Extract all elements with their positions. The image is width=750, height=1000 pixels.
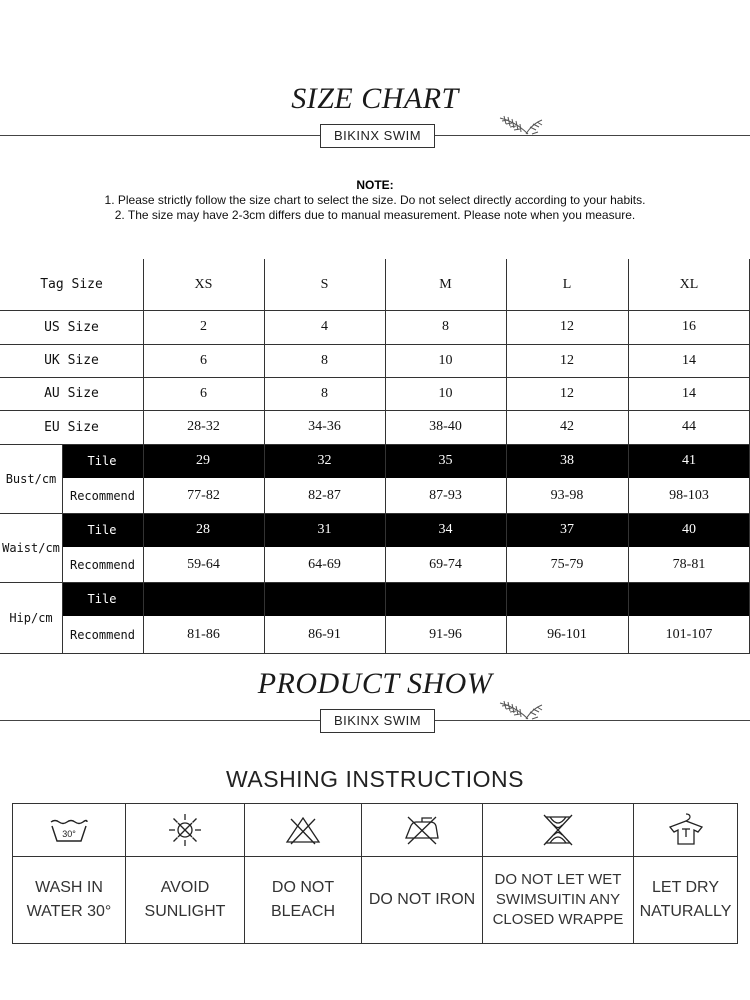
hip-recommend-l: 96-101	[547, 626, 587, 642]
eu-size-value: 38-40	[429, 419, 462, 434]
tile-label: Tile	[87, 523, 117, 537]
uk-size-label: UK Size	[44, 353, 99, 368]
recommend-label: Recommend	[69, 627, 136, 642]
bust-recommend-l: 93-98	[550, 487, 584, 503]
do-not-iron-icon	[402, 814, 442, 846]
us-size-value: 4	[321, 319, 328, 334]
us-size-value: 16	[682, 319, 696, 334]
uk-size-value: 10	[438, 352, 453, 368]
washing-instructions-table	[12, 803, 738, 944]
size-chart-brand-label: BIKINX SWIM	[320, 124, 435, 148]
bust-tile-s: 32	[317, 453, 332, 468]
waist-recommend-l: 75-79	[550, 556, 584, 572]
bust-tile-l: 38	[560, 453, 574, 468]
bust-recommend-m: 87-93	[429, 487, 462, 503]
washing-instructions-title: WASHING INSTRUCTIONS	[226, 766, 524, 792]
hip-recommend-s: 86-91	[308, 626, 341, 642]
tag-size-label: Tag Size	[40, 277, 103, 292]
bust-recommend-xs: 77-82	[187, 487, 220, 503]
bust-tile-xl: 41	[682, 453, 696, 468]
waist-tile-l: 37	[560, 522, 574, 537]
waist-recommend-xl: 78-81	[672, 556, 706, 572]
eu-size-value: 28-32	[187, 419, 220, 434]
us-size-value: 2	[200, 319, 207, 334]
au-size-value: 6	[200, 385, 207, 401]
au-size-value: 10	[438, 385, 453, 401]
uk-size-value: 12	[560, 352, 574, 368]
closed-wrapper-warning-label: DO NOT LET WET SWIMSUITIN ANY CLOSED WRAPPE	[492, 871, 624, 928]
do-not-bleach-label: DO NOT BLEACH	[270, 879, 336, 920]
bust-label: Bust/cm	[5, 471, 57, 486]
au-size-value: 8	[321, 385, 328, 401]
recommend-label: Recommend	[69, 557, 136, 572]
size-chart-table	[0, 259, 750, 654]
bust-tile-xs: 29	[196, 453, 210, 468]
bust-tile-m: 35	[438, 453, 453, 468]
do-not-iron-label: DO NOT IRON	[368, 891, 476, 908]
us-size-value: 12	[560, 319, 574, 334]
avoid-sunlight-label: AVOID SUNLIGHT	[144, 879, 226, 920]
bust-recommend-xl: 98-103	[669, 487, 709, 503]
hip-tile-band	[62, 582, 750, 616]
let-dry-naturally-label: LET DRY NATURALLY	[639, 879, 732, 920]
uk-size-value: 14	[682, 352, 696, 368]
uk-size-value: 8	[321, 352, 328, 368]
size-xs-header: XS	[194, 276, 213, 292]
hip-recommend-m: 91-96	[429, 626, 462, 642]
hip-recommend-xl: 101-107	[665, 626, 713, 642]
avoid-sunlight-icon	[167, 812, 203, 848]
palm-leaf-icon	[496, 697, 552, 723]
waist-recommend-xs: 59-64	[187, 556, 220, 572]
waist-tile-m: 34	[438, 522, 453, 537]
wash-30-icon	[49, 816, 89, 844]
waist-tile-band	[62, 513, 750, 547]
note-line-2: 2. The size may have 2-3cm differs due to manual measurement. Please note when you measure.	[114, 208, 636, 222]
wash-in-water-label: WASH IN WATER 30°	[26, 879, 112, 920]
do-not-wring-icon	[540, 813, 576, 847]
waist-tile-s: 31	[317, 522, 332, 537]
bust-tile-band	[62, 444, 750, 478]
waist-tile-xs: 28	[196, 522, 210, 537]
tile-label: Tile	[87, 454, 117, 468]
uk-size-value: 6	[200, 352, 207, 368]
product-show-brand-label: BIKINX SWIM	[320, 709, 435, 733]
waist-label: Waist/cm	[2, 540, 60, 555]
size-l-header: L	[562, 276, 572, 292]
recommend-label: Recommend	[69, 488, 136, 503]
hip-label: Hip/cm	[9, 610, 53, 625]
svg-text:30°: 30°	[62, 829, 76, 839]
size-xl-header: XL	[679, 276, 699, 292]
line-dry-icon	[666, 812, 706, 848]
note-line-1: 1. Please strictly follow the size chart to select the size. Do not select directly according to your habits.	[104, 193, 646, 207]
eu-size-value: 44	[682, 419, 696, 434]
size-m-header: M	[439, 276, 452, 292]
tile-label: Tile	[87, 592, 117, 606]
eu-size-value: 42	[560, 419, 574, 434]
do-not-bleach-icon	[285, 815, 321, 845]
palm-leaf-icon	[496, 112, 552, 138]
size-s-header: S	[320, 276, 329, 292]
hip-recommend-xs: 81-86	[187, 626, 220, 642]
product-show-title: PRODUCT SHOW	[257, 667, 493, 700]
eu-size-value: 34-36	[308, 419, 341, 434]
waist-recommend-m: 69-74	[429, 556, 462, 572]
au-size-value: 12	[560, 385, 574, 401]
au-size-label: AU Size	[44, 386, 99, 401]
note-title: NOTE:	[356, 178, 394, 192]
waist-recommend-s: 64-69	[308, 556, 341, 572]
us-size-label: US Size	[44, 319, 99, 335]
waist-tile-xl: 40	[682, 522, 696, 537]
bust-recommend-s: 82-87	[308, 487, 341, 503]
size-chart-title: SIZE CHART	[291, 82, 459, 115]
us-size-value: 8	[442, 319, 449, 334]
eu-size-label: EU Size	[44, 419, 99, 435]
au-size-value: 14	[682, 385, 696, 401]
